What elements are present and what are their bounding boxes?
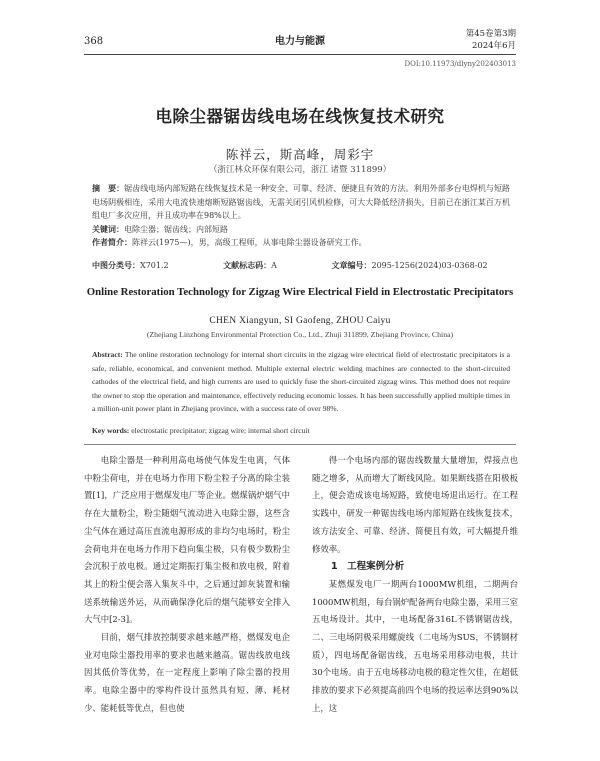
doi: DOI:10.11973/dlyny202403013	[404, 60, 516, 68]
abstract-en-text: The online restoration technology for internal short circuits in the zigzag wire electrical field of electrostatic precipitators is a safe, reliable, economical, and convenient method. Multiple external electric welding machines are connected to the short-circuited cathodes of the electrical field, and high currents are used to quickly fuse the short-circuited zigzag wires. This method does not require the owner to stop the operation and maintenance, effectively reducing economic losses. It has been successfully applied multiple times in a million-unit power plant in Zhejiang province, with a success rate of over 98%.	[92, 350, 510, 413]
header-divider	[84, 54, 516, 55]
affiliation-chinese: （浙江林众环保有限公司，浙江 诸暨 311899）	[208, 165, 392, 175]
keywords-en-text: electrostatic precipitator; zigzag wire; internal short circuit	[131, 426, 310, 435]
author-info-block	[92, 236, 510, 250]
body-paragraph: 某燃煤发电厂一期两台1000MW机组，二期两台1000MW机组，每台锅炉配备两台电除尘器，采用三室五电场设计。其中，一电场配备316L不锈钢锯齿线，二、三电场阴极采用螺旋线（二电场为SUS，不锈钢材质），四电场配备锯齿线，五电场采用移动电极，共计30个电场。由于五电场移动电极的稳定性欠佳，在超低排放的要求下必须提高前四个电场的投运率达到90%以上，这	[312, 578, 518, 713]
clc-label: 中图分类号：	[92, 261, 140, 270]
body-paragraph: 目前，烟气排放控制要求越来越严格，燃煤发电企业对电除尘器投用率的要求也越来越高。锯齿线放电线因其低价等优势，在一定程度上影响了除尘器的投用率。电除尘器中的零构件设计虽然具有短、薄、耗材少、能耗低等优点，但也使	[84, 632, 290, 713]
classification-row	[92, 260, 540, 271]
keywords-cn: 电除尘器；锯齿线；内部短路	[124, 224, 228, 234]
abstract-en-label: Abstract:	[92, 350, 123, 359]
section-heading: 1 工程案例分析	[331, 561, 405, 573]
abstract-chinese	[92, 182, 510, 250]
abstract-english	[92, 348, 510, 416]
body-divider	[84, 444, 516, 445]
doc-code-value: A	[271, 261, 277, 270]
abstract-cn-block	[92, 182, 510, 223]
doc-code-block	[223, 261, 303, 270]
body-column-right	[312, 452, 518, 718]
abstract-label: 摘 要：	[92, 184, 125, 193]
authors-chinese: 陈祥云，斯高峰，周彩宇	[225, 147, 375, 162]
title-chinese: 电除尘器锯齿线电场在线恢复技术研究	[155, 107, 445, 126]
clc-value: X701.2	[140, 261, 169, 270]
issue-date: 2024年6月	[471, 41, 516, 51]
keywords-label: 关键词：	[92, 224, 124, 234]
doc-code-label: 文献标志码：	[223, 261, 272, 270]
article-no-label: 文章编号：	[331, 261, 372, 270]
body-paragraph: 电除尘器是一种利用高电场使气体发生电离，气体中粉尘荷电，并在电场力作用下粉尘粒子分离的除尘装置[1]，广泛应用于燃煤发电厂等企业。燃煤锅炉烟气中存在大量粉尘，粉尘随烟气流动进入电除尘器，这些含尘气体在通过高压直流电源形成的非均匀电场时，粉尘会荷电并在电场力作用下趋向集尘极，只有极少数粉尘会沉积于放电极。通过定期振打集尘极和放电极，附着其上的粉尘便会落入集灰斗中，之后通过卸灰装置和输送系统输送外运，从而确保净化后的烟气能够安全排入大气中[2-3]。	[84, 455, 290, 625]
article-no-block	[331, 261, 513, 270]
article-no-value: 2095-1256(2024)03-0368-02	[371, 261, 488, 270]
keywords-en-label: Key words:	[92, 426, 130, 435]
body-paragraph: 得一个电场内部的锯齿线数量大量增加，焊接点也随之增多，从而增大了断线风险。如果断线搭在阳极板上，便会造成该电场短路，致使电场退出运行。在工程实践中，研发一种锯齿线电场内部短路在线恢复技术，该方法安全、可靠、经济、简便且有效，可大幅提升维修效率。	[312, 455, 518, 554]
author-info: 陈祥云(1975—)，男，高级工程师，从事电除尘器设备研究工作。	[132, 238, 367, 247]
issue-info	[466, 28, 516, 52]
keywords-cn-block	[92, 223, 510, 237]
page-number: 368	[84, 36, 104, 47]
journal-name: 电力与能源	[275, 36, 325, 47]
keywords-english	[92, 426, 510, 435]
abstract-cn-text: 锯齿线电场内部短路在线恢复技术是一种安全、可靠、经济、便捷且有效的方法。利用外部多台电焊机与短路电场阴极相连，采用大电流快速熔断短路锯齿线，无需关闭引风机检修，可大大降低经济损失，目前已在浙江某百万机组电厂多次应用，并且成功率在98%以上。	[92, 184, 511, 220]
title-english: Online Restoration Technology for Zigzag Wire Electrical Field in Electrostatic Precipitators	[86, 286, 514, 298]
author-info-label: 作者简介：	[92, 238, 132, 247]
clc-block	[92, 261, 195, 270]
volume-issue: 第45卷第3期	[465, 29, 516, 39]
affiliation-english: (Zhejiang Linzhong Environmental Protection Co., Ltd., Zhuji 311899, Zhejiang Province, China)	[146, 330, 454, 339]
authors-english: CHEN Xiangyun, SI Gaofeng, ZHOU Caiyu	[209, 316, 391, 326]
body-column-left	[84, 452, 290, 718]
